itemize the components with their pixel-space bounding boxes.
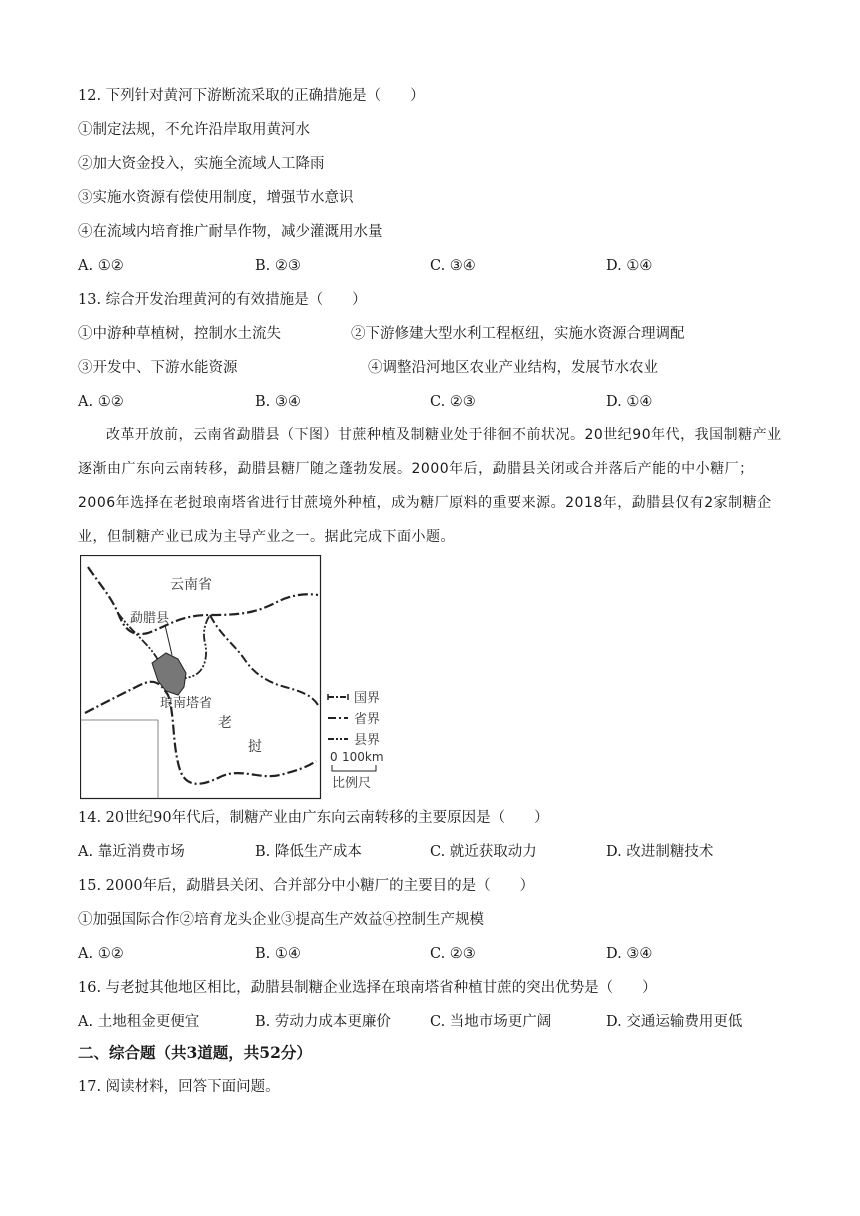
q14-option-b[interactable]: B. 降低生产成本 [255,844,362,860]
legend-county-border: 县界 [354,733,381,748]
legend-province-border: 省界 [354,712,381,727]
label-yunnan: 云南省 [170,577,212,593]
map-legend [328,691,384,791]
q12-option-b[interactable]: B. ②③ [255,258,301,274]
q14-option-a[interactable]: A. 靠近消费市场 [78,844,185,860]
label-laos-1: 老 [218,715,232,731]
q15-option-b[interactable]: B. ①④ [255,946,301,962]
scale-zero: 0 [330,750,338,764]
q13-item-4: ④调整沿河地区农业产业结构，发展节水农业 [368,360,658,376]
q12-option-a[interactable]: A. ①② [78,258,124,274]
q15-option-d[interactable]: D. ③④ [606,946,653,962]
q16-option-a[interactable]: A. 土地租金更便宜 [78,1014,200,1030]
scale-label: 比例尺 [332,776,372,791]
q17-stem: 17. 阅读材料，回答下面问题。 [78,1079,280,1095]
reading-passage: 改革开放前，云南省勐腊县（下图）甘蔗种植及制糖业处于徘徊不前状况。20世纪90年代，我国制糖产业逐渐由广东向云南转移，勐腊县糖厂随之蓬勃发展。2000年后，勐腊县关闭或合并落后产能的中小糖厂；2006年选择在老挝琅南塔省进行甘蔗境外种植，成为糖厂原料的重要来源。2018年，勐腊县仅有2家制糖企业，但制糖产业已成为主导产业之一。据此完成下面小题。 [78,427,782,545]
q12-item-1: ①制定法规，不允许沿岸取用黄河水 [78,122,310,138]
q13-item-3: ③开发中、下游水能资源 [78,360,238,376]
scale-value: 100km [342,750,384,764]
q15-option-a[interactable]: A. ①② [78,946,124,962]
q15-stem: 15. 2000年后，勐腊县关闭、合并部分中小糖厂的主要目的是（ ） [78,878,535,894]
q13-item-1: ①中游种草植树，控制水土流失 [78,326,281,342]
q12-item-3: ③实施水资源有偿使用制度，增强节水意识 [78,190,354,206]
q14-option-c[interactable]: C. 就近获取动力 [430,844,537,860]
q12-item-2: ②加大资金投入，实施全流域人工降雨 [78,156,325,172]
scale-bar [332,765,376,771]
q16-stem: 16. 与老挝其他地区相比，勐腊县制糖企业选择在琅南塔省种植甘蔗的突出优势是（ ） [78,980,657,996]
section-heading: 二、综合题（共3道题，共52分） [78,1043,312,1062]
q16-option-b[interactable]: B. 劳动力成本更廉价 [255,1014,391,1030]
q13-item-2: ②下游修建大型水利工程枢纽，实施水资源合理调配 [351,326,685,342]
q12-option-d[interactable]: D. ①④ [606,258,653,274]
label-luang-namtha: 琅南塔省 [160,696,213,711]
q12-item-4: ④在流域内培育推广耐旱作物，减少灌溉用水量 [78,224,383,240]
q13-stem: 13. 综合开发治理黄河的有效措施是（ ） [78,292,367,308]
q16-option-d[interactable]: D. 交通运输费用更低 [606,1014,743,1030]
q12-option-c[interactable]: C. ③④ [430,258,476,274]
q14-stem: 14. 20世纪90年代后，制糖产业由广东向云南转移的主要原因是（ ） [78,810,549,826]
q13-option-c[interactable]: C. ②③ [430,394,476,410]
q14-option-d[interactable]: D. 改进制糖技术 [606,844,714,860]
q13-option-b[interactable]: B. ③④ [255,394,301,410]
q13-option-d[interactable]: D. ①④ [606,394,653,410]
q12-stem: 12. 下列针对黄河下游断流采取的正确措施是（ ） [78,88,425,104]
q15-option-c[interactable]: C. ②③ [430,946,476,962]
mengla-map [80,555,410,800]
legend-national-border: 国界 [354,691,381,706]
q15-items: ①加强国际合作②培育龙头企业③提高生产效益④控制生产规模 [78,912,484,928]
q16-option-c[interactable]: C. 当地市场更广阔 [430,1014,552,1030]
q13-option-a[interactable]: A. ①② [78,394,124,410]
label-laos-2: 挝 [248,739,262,755]
label-mengla: 勐腊县 [130,611,170,626]
